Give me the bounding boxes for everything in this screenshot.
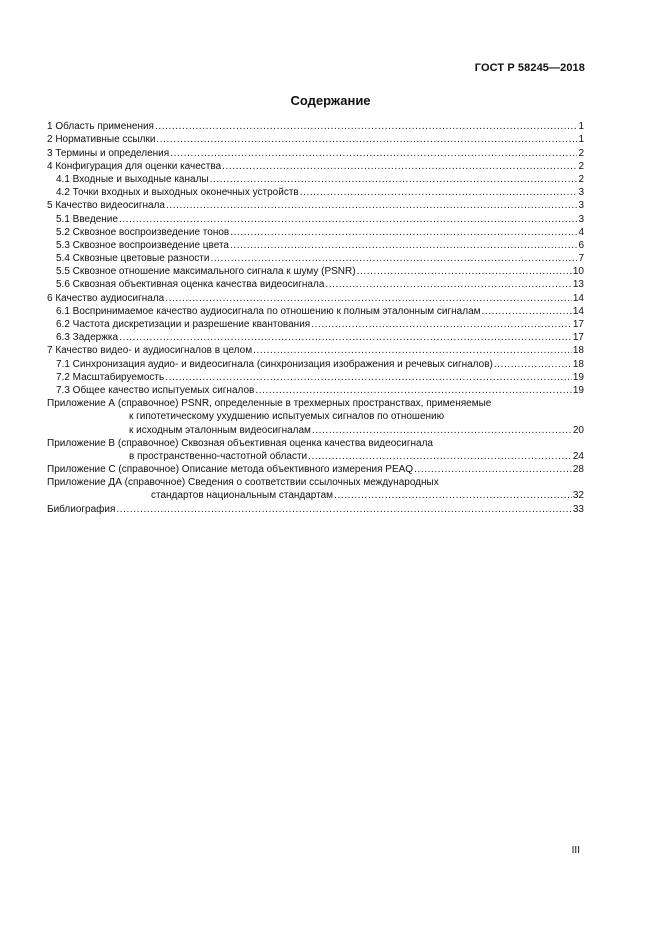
leader-dots (210, 252, 577, 265)
leader-dots (230, 239, 577, 252)
toc-page-number: 17 (572, 319, 584, 330)
toc-entry-text: 6.3 Задержка (56, 332, 119, 344)
toc-entry[interactable] (47, 371, 584, 384)
toc-entry-text: 7.1 Синхронизация аудио- и видеосигнала (синхронизация изображения и речевых сигналов) (56, 358, 493, 370)
toc-entry[interactable] (47, 318, 584, 331)
toc-entry[interactable] (47, 146, 584, 159)
toc-page-number: 18 (572, 358, 584, 370)
toc-entry[interactable] (47, 344, 584, 357)
toc-page-number: 2 (578, 160, 584, 172)
toc-entry-text: 6.1 Воспринимаемое качество аудиосигнала по отношению к полным эталонным сигналам (56, 305, 481, 317)
leader-dots (116, 503, 571, 516)
toc-entry-text: 7.3 Общее качество испытуемых сигналов (56, 384, 255, 396)
toc-entry-text: 1 Область применения (47, 121, 154, 133)
toc-entry-bibliography[interactable] (47, 502, 584, 515)
toc-entry-text: 5.5 Сквозное отношение максимального сигнала к шуму (PSNR) (56, 266, 356, 278)
toc-entry-text: 5.3 Сквозное воспроизведение цвета (56, 239, 229, 251)
toc-entry-text: к исходным эталонным видеосигналам (129, 424, 311, 436)
toc-page-number: 14 (572, 305, 584, 317)
leader-dots (119, 213, 577, 226)
toc-page-number: 2 (578, 147, 584, 159)
leader-dots (311, 318, 572, 331)
leader-dots (494, 358, 572, 371)
toc-page-number: 24 (572, 450, 584, 462)
toc-entry[interactable] (47, 239, 584, 252)
toc-entry-text: 2 Нормативные ссылки (47, 134, 156, 146)
leader-dots (119, 331, 572, 344)
leader-dots (325, 278, 571, 291)
toc-page-number: 19 (572, 371, 584, 383)
leader-dots (334, 489, 572, 502)
leader-dots (312, 424, 572, 437)
leader-dots (253, 344, 572, 357)
toc-page-number: 18 (572, 345, 584, 357)
toc-entry[interactable] (47, 173, 584, 186)
toc-entry-text: 4.2 Точки входных и выходных оконечных устройств (56, 187, 299, 199)
toc-entry[interactable] (47, 226, 584, 239)
toc-entry-appendix-a-cont[interactable] (47, 423, 584, 436)
toc-entry-appendix-a-cont (47, 410, 584, 423)
leader-dots (210, 173, 578, 186)
toc-page-number: 17 (572, 332, 584, 344)
leader-dots (357, 265, 572, 278)
toc-entry-appendix-c[interactable] (47, 463, 584, 476)
toc-entry[interactable] (47, 305, 584, 318)
toc-entry-text: Приложение А (справочное) PSNR, определенные в трехмерных пространствах, применяемые (47, 398, 492, 410)
toc-page-number: 7 (578, 253, 584, 265)
toc-entry-appendix-da[interactable] (47, 476, 584, 489)
leader-dots (300, 186, 578, 199)
toc-entry-text: Приложение ДА (справочное) Сведения о соответствии ссылочных международных (47, 477, 439, 489)
leader-dots (166, 199, 577, 212)
leader-dots (155, 120, 577, 133)
toc-page-number: 2 (578, 173, 584, 185)
toc-page-number: 28 (572, 464, 584, 476)
toc-page-number: 19 (572, 384, 584, 396)
leader-dots (170, 147, 577, 160)
toc-entry-appendix-da-cont[interactable] (47, 489, 584, 502)
toc-page-number: 10 (572, 266, 584, 278)
toc-page-number: 33 (572, 503, 584, 515)
toc-entry-text: 6 Качество аудиосигнала (47, 292, 165, 304)
toc-entry[interactable] (47, 331, 584, 344)
toc-entry[interactable] (47, 278, 584, 291)
toc-entry-text: стандартов национальным стандартам (151, 490, 334, 502)
toc-entry-text: 4 Конфигурация для оценки качества (47, 160, 222, 172)
toc-page-number: 3 (578, 200, 584, 212)
toc-page-number: 20 (572, 424, 584, 436)
toc-entry-text: 5.2 Сквозное воспроизведение тонов (56, 226, 230, 238)
toc-entry-text: 5.6 Сквозная объективная оценка качества видеосигнала (56, 279, 325, 291)
toc-page-number: 32 (572, 490, 584, 502)
toc-entry-text: 3 Термины и определения (47, 147, 170, 159)
toc-entry-text: 6.2 Частота дискретизации и разрешение квантования (56, 319, 311, 330)
toc-page-number: 3 (578, 213, 584, 225)
toc-entry-text: 4.1 Входные и выходные каналы (56, 173, 209, 185)
leader-dots (165, 292, 572, 305)
toc-entry-text: 7 Качество видео- и аудиосигналов в целом (47, 345, 253, 357)
toc-page-number: 13 (572, 279, 584, 291)
table-of-contents (47, 120, 584, 516)
leader-dots (165, 371, 572, 384)
leader-dots (414, 463, 572, 476)
leader-dots (230, 226, 577, 239)
toc-entry[interactable] (47, 265, 584, 278)
leader-dots (222, 160, 577, 173)
page-number: III (571, 845, 580, 856)
toc-entry-text: 7.2 Масштабируемость (56, 371, 165, 383)
toc-entry[interactable] (47, 212, 584, 225)
toc-entry-text: Библиография (47, 503, 116, 515)
toc-entry[interactable] (47, 160, 584, 173)
toc-page-number: 3 (578, 187, 584, 199)
toc-entry[interactable] (47, 199, 584, 212)
toc-entry-appendix-a[interactable] (47, 397, 584, 410)
toc-entry[interactable] (47, 291, 584, 304)
toc-entry-text: в пространственно-частотной области (129, 450, 308, 462)
toc-entry[interactable] (47, 133, 584, 146)
toc-entry[interactable] (47, 186, 584, 199)
toc-entry-text: 5 Качество видеосигнала (47, 200, 165, 212)
toc-entry-appendix-b[interactable] (47, 437, 584, 450)
leader-dots (156, 133, 577, 146)
leader-dots (255, 384, 572, 397)
toc-entry-text: Приложение В (справочное) Сквозная объективная оценка качества видеосигнала (47, 437, 433, 449)
page-title: Содержание (290, 93, 371, 108)
toc-entry-text: 5.4 Сквозные цветовые разности (56, 253, 210, 265)
toc-page-number: 14 (572, 292, 584, 304)
leader-dots (482, 305, 572, 318)
toc-page-number: 6 (578, 239, 584, 251)
toc-entry-appendix-b-cont[interactable] (47, 450, 584, 463)
toc-entry[interactable] (47, 252, 584, 265)
document-code: ГОСТ Р 58245—2018 (474, 62, 585, 74)
toc-page-number: 4 (578, 226, 584, 238)
toc-entry[interactable] (47, 357, 584, 370)
toc-entry-text: к гипотетическому ухудшению испытуемых сигналов по отношению (129, 411, 445, 423)
toc-main-entries (47, 120, 584, 397)
leader-dots (308, 450, 572, 463)
toc-entry[interactable] (47, 120, 584, 133)
toc-entry-text: 5.1 Введение (56, 213, 118, 225)
toc-page-number: 1 (578, 134, 584, 146)
toc-page-number: 1 (578, 121, 584, 133)
toc-entry[interactable] (47, 384, 584, 397)
toc-entry-text: Приложение С (справочное) Описание метода объективного измерения PEAQ (47, 464, 414, 476)
